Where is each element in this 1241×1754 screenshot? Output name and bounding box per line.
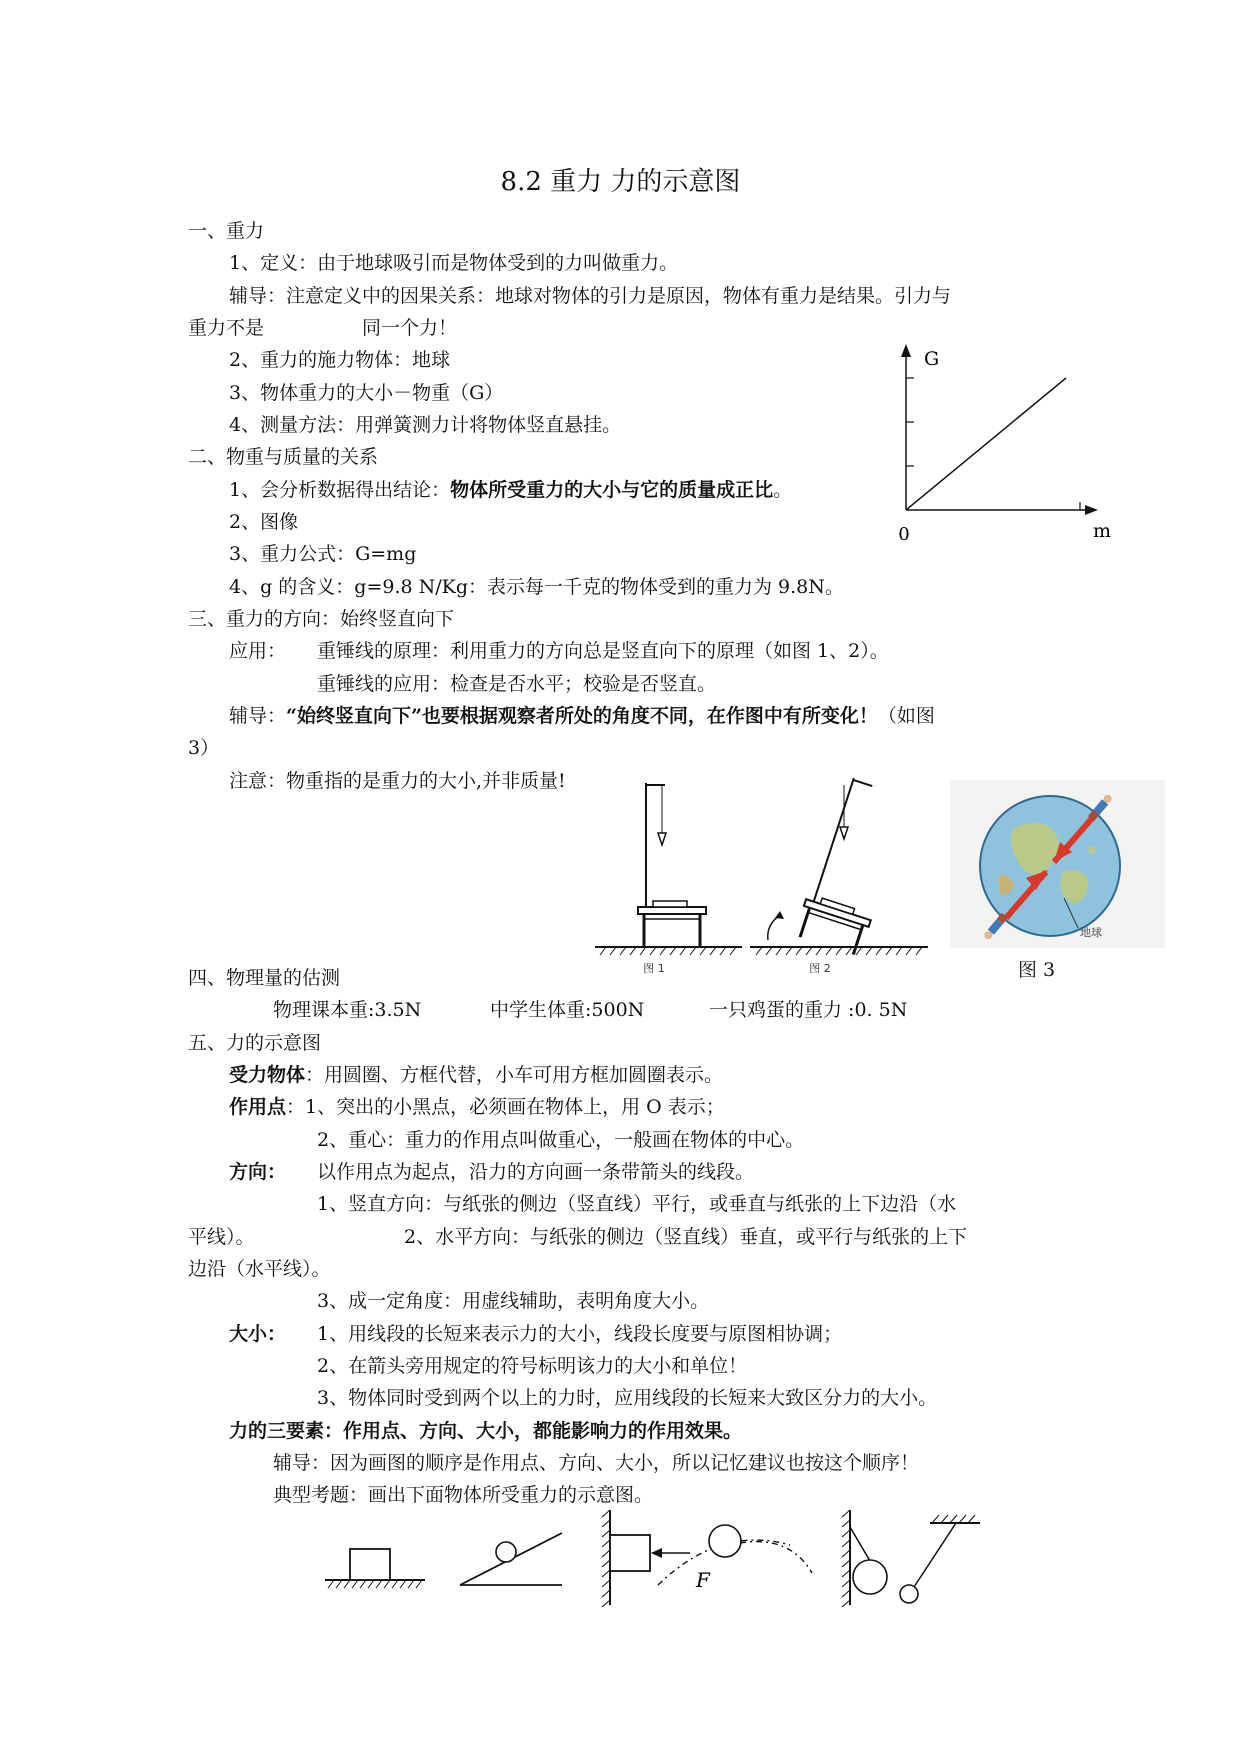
exam-figures	[320, 1505, 1100, 1610]
center-of-gravity: 2、重心：重力的作用点叫做重心，一般画在物体的中心。	[317, 1129, 805, 1151]
graph-item: 2、图像	[229, 511, 299, 533]
y-axis-arrow	[901, 344, 911, 357]
force-object: 受力物体：用圆圈、方框代替，小车可用方框加圆圈表示。	[229, 1064, 724, 1086]
size-2: 2、在箭头旁用规定的符号标明该力的大小和单位！	[317, 1355, 748, 1377]
x-axis-label: m	[1093, 520, 1112, 542]
horizontal-direction-cont: 边沿（水平线）。	[188, 1258, 331, 1280]
exam-box-against-wall	[602, 1510, 711, 1607]
gravity-formula: 3、重力公式：G=mg	[229, 543, 417, 565]
figure-1-caption: 图 1	[643, 962, 665, 975]
plumb-line-figures	[590, 775, 930, 975]
angled-direction: 3、成一定角度：用虚线辅助，表明角度大小。	[317, 1290, 710, 1312]
plumb-principle: 重锤线的原理：利用重力的方向总是竖直向下的原理（如图 1、2）。	[317, 640, 889, 662]
vertical-direction: 1、竖直方向：与纸张的侧边（竖直线）平行，或垂直与纸张的上下边沿（水	[317, 1193, 957, 1215]
typical-exam: 典型考题：画出下面物体所受重力的示意图。	[273, 1484, 654, 1506]
exam-projectile-path	[658, 1525, 812, 1585]
section-2-heading: 二、物重与质量的关系	[188, 446, 379, 468]
size-1: 1、用线段的长短来表示力的大小，线段长度要与原图相协调；	[317, 1323, 843, 1345]
section-1-heading: 一、重力	[188, 220, 265, 242]
proportion-conclusion: 1、会分析数据得出结论：物体所受重力的大小与它的质量成正比。	[229, 479, 793, 501]
direction-text: 以作用点为起点，沿力的方向画一条带箭头的线段。	[317, 1161, 755, 1183]
size-3: 3、物体同时受到两个以上的力时，应用线段的长短来大致区分力的大小。	[317, 1387, 938, 1409]
section-5-heading: 五、力的示意图	[188, 1032, 322, 1054]
section-4-heading: 四、物理量的估测	[188, 967, 341, 989]
exam-ball-on-incline	[460, 1533, 562, 1585]
y-axis-label: G	[924, 348, 940, 370]
g-meaning: 4、g 的含义：g=9.8 N/Kg：表示每一千克的物体受到的重力为 9.8N。	[229, 576, 844, 598]
page-title: 8.2 重力 力的示意图	[500, 167, 741, 197]
action-point: 作用点：1、突出的小黑点，必须画在物体上，用 O 表示；	[229, 1096, 725, 1118]
tutor-note-3: 辅导：“始终竖直向下”也要根据观察者所处的角度不同，在作图中有所变化！（如图	[229, 705, 935, 727]
tutor-note-3b: 3）	[188, 737, 220, 759]
exam-pendulum	[900, 1515, 980, 1603]
gravity-magnitude: 3、物体重力的大小－物重（G）	[229, 382, 504, 404]
tutor-note-1a: 辅导：注意定义中的因果关系：地球对物体的引力是原因，物体有重力是结果。引力与	[229, 285, 952, 307]
weight-note: 注意：物重指的是重力的大小,并非质量!	[229, 770, 566, 792]
g-m-chart	[880, 340, 1140, 550]
figure-2-tilted-table	[750, 776, 928, 975]
horizontal-direction: 2、水平方向：与纸张的侧边（竖直线）垂直，或平行与纸张的上下	[404, 1226, 968, 1248]
exam-ball-against-wall	[842, 1510, 887, 1607]
three-elements: 力的三要素：作用点、方向、大小，都能影响力的作用效果。	[229, 1420, 743, 1442]
tutor-note-1c: 同一个力！	[362, 317, 458, 339]
earth-label: 地球	[1080, 926, 1102, 939]
figure-2-caption: 图 2	[809, 962, 831, 975]
size-label: 大小：	[229, 1323, 287, 1345]
origin-label: 0	[898, 524, 910, 545]
x-axis-arrow	[1085, 505, 1098, 515]
section-3-heading: 三、重力的方向：始终竖直向下	[188, 608, 455, 630]
series-line	[906, 378, 1066, 510]
estimate-student: 中学生体重:500N	[490, 999, 645, 1021]
measurement-method: 4、测量方法：用弹簧测力计将物体竖直悬挂。	[229, 414, 622, 436]
gravity-definition: 1、定义：由于地球吸引而是物体受到的力叫做重力。	[229, 252, 679, 274]
plumb-use: 重锤线的应用：检查是否水平；校验是否竖直。	[317, 673, 717, 695]
tutor-note-1b: 重力不是	[188, 317, 265, 339]
exam-box-on-ground	[325, 1549, 425, 1588]
application-label: 应用：	[229, 640, 287, 662]
figure-3-earth	[950, 780, 1165, 948]
force-f-label: F	[696, 1568, 710, 1592]
estimate-textbook: 物理课本重:3.5N	[273, 999, 422, 1021]
vertical-direction-cont: 平线）。	[188, 1226, 255, 1248]
direction-label: 方向：	[229, 1161, 287, 1183]
gravity-source: 2、重力的施力物体：地球	[229, 349, 451, 371]
figure-3-caption: 图 3	[1018, 959, 1056, 981]
tutor-note-5: 辅导：因为画图的顺序是作用点、方向、大小，所以记忆建议也按这个顺序！	[273, 1452, 920, 1474]
figure-1-table	[595, 783, 742, 975]
estimate-egg: 一只鸡蛋的重力 :0. 5N	[709, 999, 908, 1021]
